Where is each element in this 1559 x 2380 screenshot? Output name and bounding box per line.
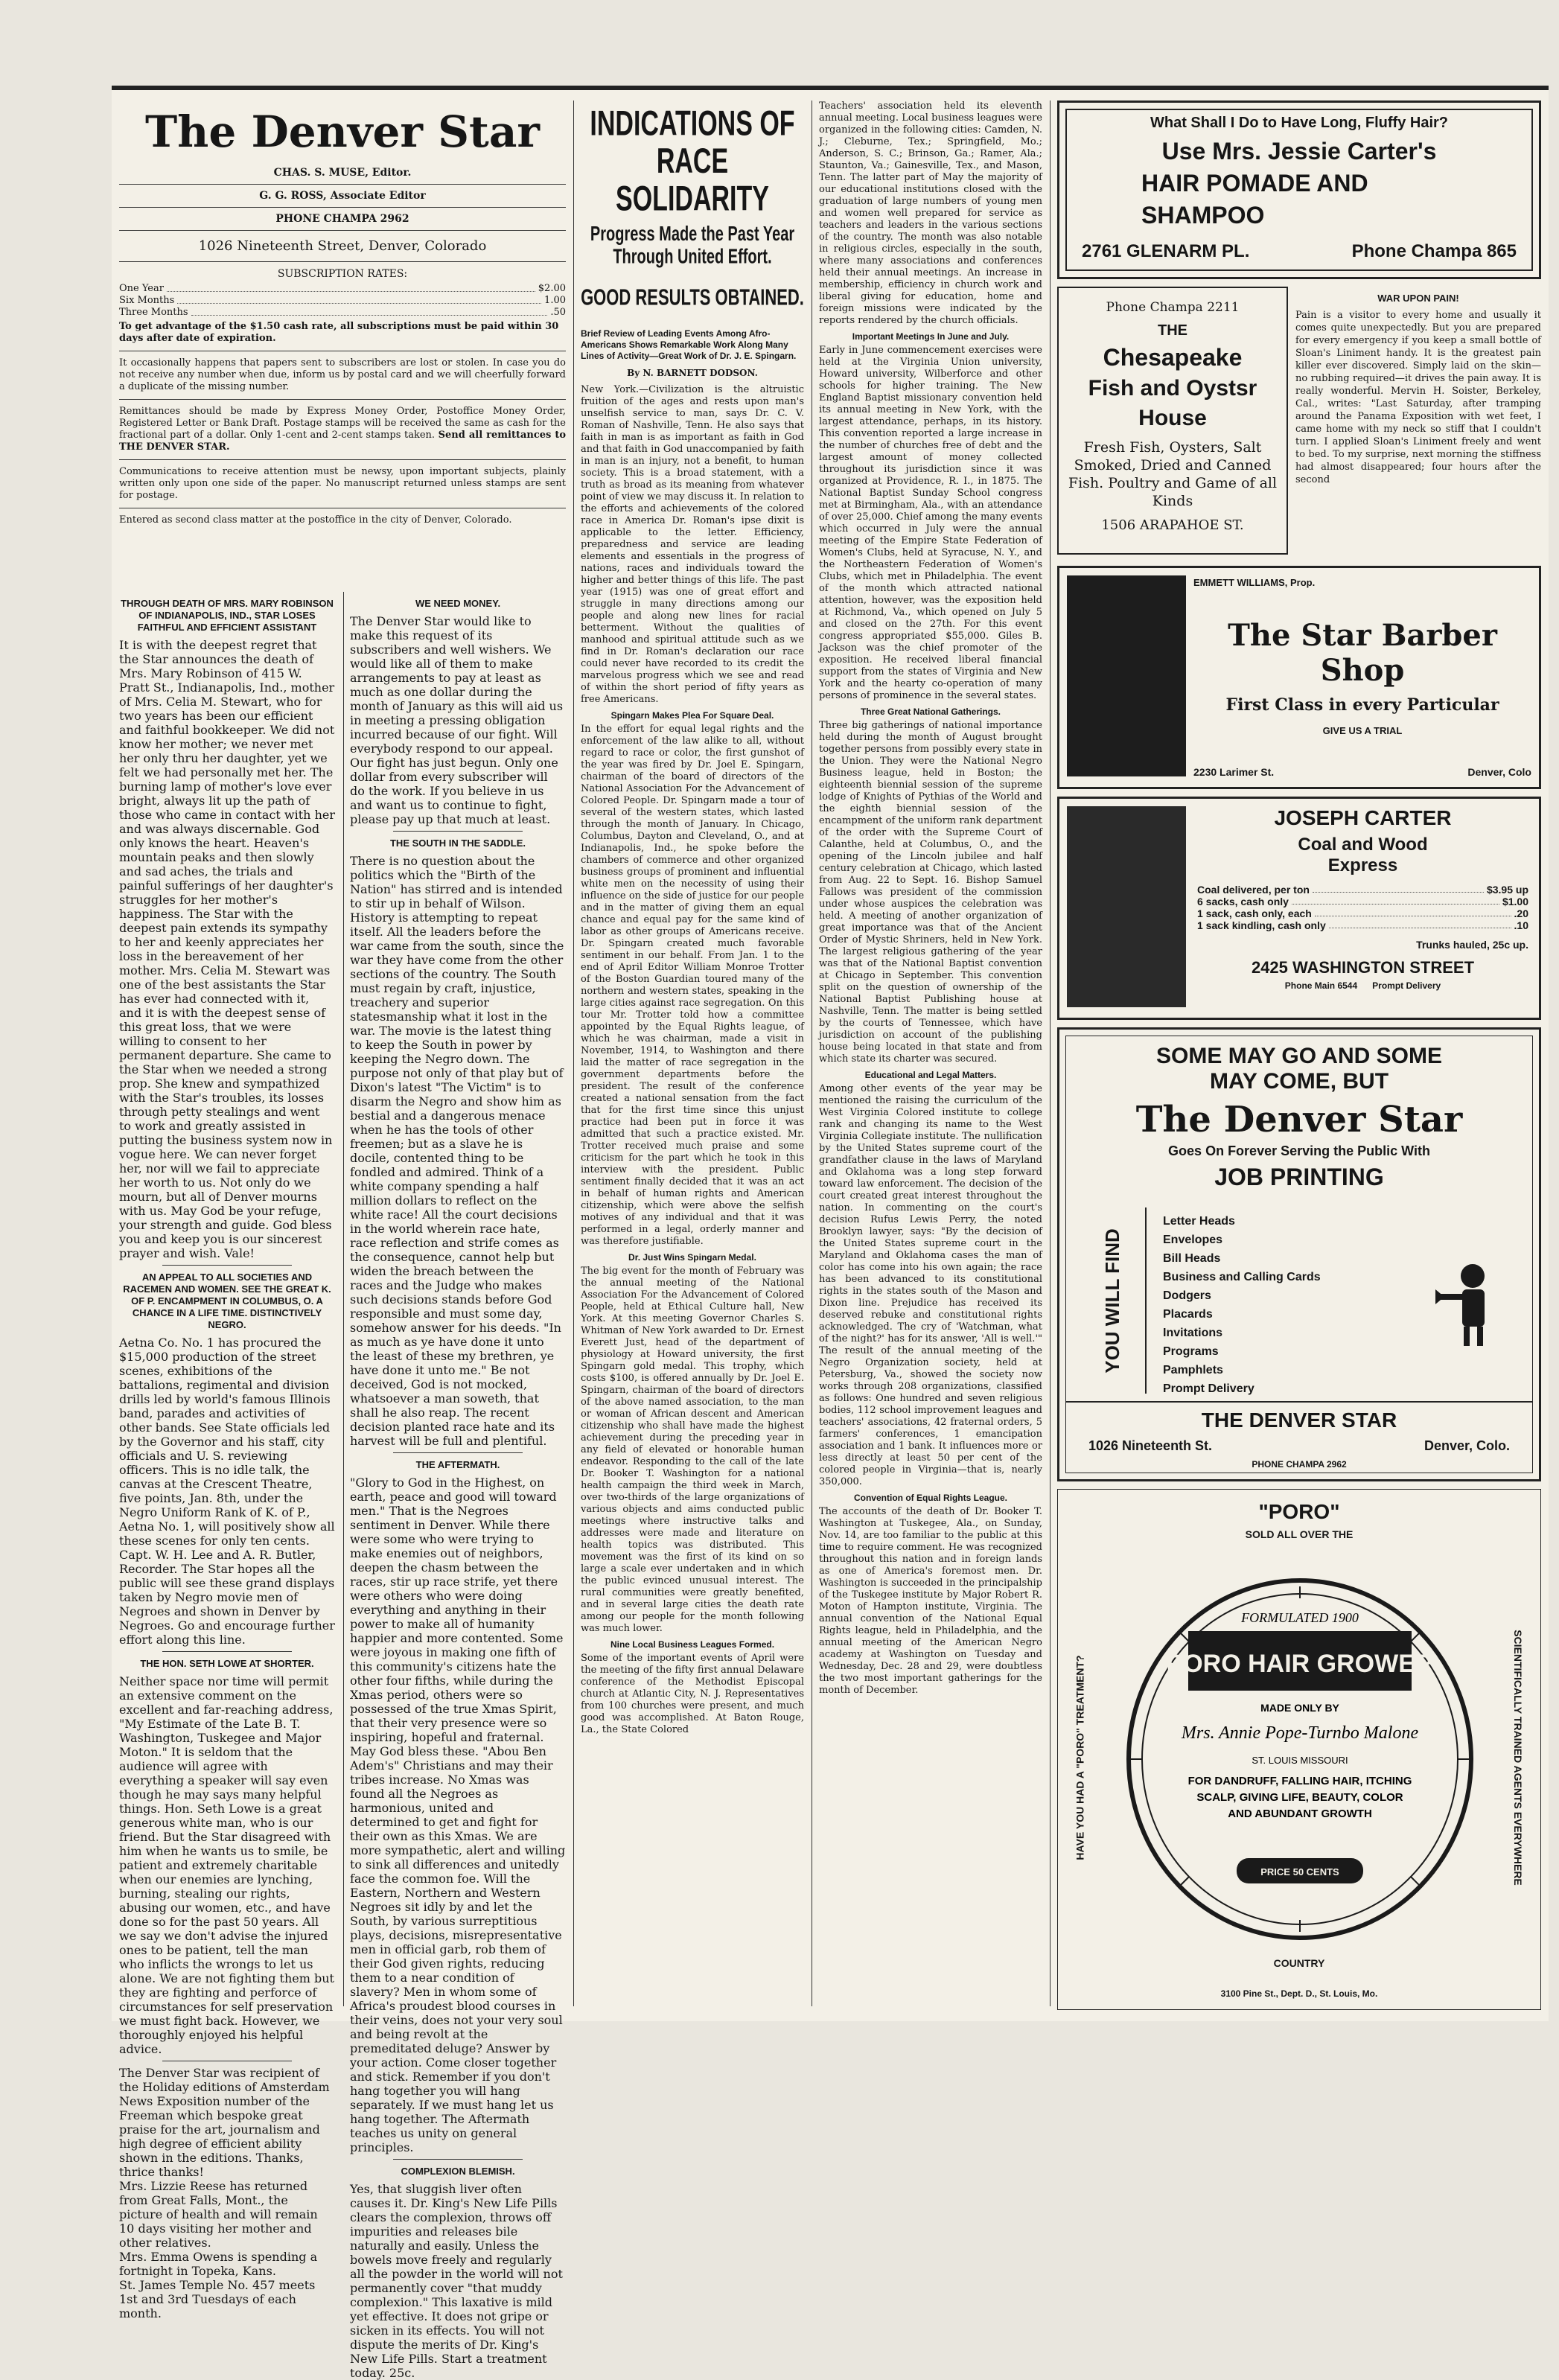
ad-coal-wood: JOSEPH CARTER Coal and Wood Express Coal delivered, per ton $3.95 up 6 sacks, cash only $1.00 1 sack, cash only, each .20 1 sack kindling, cash only .10 Trunks hauled, 25c up. 2425 WASHINGTON STREET Phone Main 6544 Prompt Delivery xyxy=(1057,797,1541,1020)
notice-remittances: Remittances should be made by Express Money Order, Postoffice Money Order, Registered Letter or Bank Draft. Postage stamps will be received the same as cash for the fractional part of a dollar. Only 1-cent and 2-cent stamps taken. Send all remittances to THE DENVER STAR. xyxy=(119,399,566,459)
jar-name: PORO HAIR GROWER xyxy=(1166,1650,1434,1678)
ad-job-printing: SOME MAY GO AND SOME MAY COME, BUT The Denver Star Goes On Forever Serving the Public With JOB PRINTING YOU WILL FIND Letter Heads Envelopes Bill Heads Business and Calling Cards Dodgers Placards Invitations Programs Pamphlets Prompt Delivery THE DENVER STAR 1026 Nineteenth St. Denver, Colo. PHONE CHAMPA 2962 xyxy=(1057,1027,1541,1481)
jar-line1: FOR DANDRUFF, FALLING HAIR, ITCHING xyxy=(1187,1775,1412,1787)
section-just-medal: Dr. Just Wins Spingarn Medal. xyxy=(628,1252,756,1263)
column-b xyxy=(350,592,566,2380)
ad-chesapeake: Phone Champa 2211 THE Chesapeake Fish and Oystsr House Fresh Fish, Oysters, Salt Smoked, Dried and Canned Fish. Poultry and Game of all Kinds 1506 ARAPAHOE ST. xyxy=(1057,287,1288,555)
jar-line3: AND ABUNDANT GROWTH xyxy=(1228,1808,1372,1820)
article-educational-legal: Among other events of the year may be mentioned the raising the curriculum of the West Virginia Colored institute to college rank and changing its name to the West Virginia Collegiate institute. The nullification by the United States supreme court of the grandfather clause in the laws of Maryland and Oklahoma was a long step forward toward law enforcement. The decision of the court created great interest throughout the nation. In commenting on the court's decision Rufus Lewis Perry, the noted Brooklyn lawyer, says: "By the decision of the United States supreme court in the Maryland and Oklahoma cases the man of color has come into his own again; the race has been advanced to its constitutional rights in the states south of the Mason and Dixon line. Prejudice has received its deserved rebuke and constitutional rights acknowledged. The cry of 'Watchman, what of the night?' has for its answer, 'All is well.'" The result of the annual meeting of the Negro Organization society, held at Petersburg, Va., showed the society now works through 208 organizations, classified as follows: One hundred and seven religious bodies, 112 school improvement leagues and teachers' associations, 42 fraternal orders, 5 farmers' conferences, 1 emancipation association and 1 bank. It influences more or less directly at least 50 per cent of the colored people in Virginia—that is, nearly 350,000. xyxy=(819,1083,1042,1487)
section-equal-rights: Convention of Equal Rights League. xyxy=(853,1493,1007,1503)
article-just-medal: The big event for the month of February was the annual meeting of the National Association For the Advancement of Colored People, held at Ethical Culture hall, New York. At this meeting Governor Charles S. Whitman of New York awarded to Dr. Ernest Everett Just, head of the department of physiology at Howard university, the first Spingarn gold medal. This trophy, which costs $100, is offered annually by Dr. Joel E. Spingarn, chairman of the board of directors of the above named association, to the man or woman of African descent and American citizenship who shall have made the highest achievement during the preceding year in any field of elevated or honorable human endeavor. Responding to the call of the late Dr. Booker T. Washington for a national health campaign the third week in March, over two-thirds of the large organizations of various objects and aims conducted public meetings where instructive talks and addresses were made and literature on health topics was distributed. This movement was the first of its kind on so large a scale ever undertaken and in which the public evinced unusual interest. The rural communities were greatly benefited, and in several large cities the death rate among our people for the month following was much lower. xyxy=(581,1266,804,1634)
column-d xyxy=(819,101,1042,2014)
printer-boy-icon xyxy=(1435,1260,1502,1349)
list-item: Programs xyxy=(1163,1345,1219,1358)
notice-entered: Entered as second class matter at the postoffice in the city of Denver, Colorado. xyxy=(119,508,566,532)
article-national-gatherings: Three big gatherings of national importance held during the month of August brought together persons from possibly every state in the Union. They were the National Negro Business league, held in Boston; the eighteenth biennial session of the supreme lodge of Knights of Pythias of the World and the eighth biennial session of the encampment of the uniform rank department of the order with the Supreme Court of Calanthe, held at Columbus, O., and the opening of the Lincoln jubilee and half century celebration at Chicago, which lasted from Aug. 22 to Sept. 16. Bishop Samuel Fallows was president of the commission under whose auspices the celebration was held. A meeting of another organization of great importance was that of the Ancient Order of Mystic Shriners, held in New York. The largest religious gathering of the year was that of the National Baptist convention at Chicago in September. This convention split on the question of ownership of the National Baptist Publishing house at Nashville, Tenn. The matter is being settled by the courts of Tennessee, which have jurisdiction on account of the publishing house being located in that state and from which state its charter was secured. xyxy=(819,720,1042,1065)
headline-robinson: THROUGH DEATH OF MRS. MARY ROBINSON OF INDIANAPOLIS, IND., STAR LOSES FAITHFUL AND EFFICIENT ASSISTANT xyxy=(121,598,334,633)
coal-photo xyxy=(1067,806,1186,1007)
address-line: 1026 Nineteenth Street, Denver, Colorado xyxy=(119,231,566,262)
list-item: Dodgers xyxy=(1163,1289,1211,1302)
notice-communications: Communications to receive attention must be newsy, upon important subjects, plainly written only upon one side of the paper. No manuscript returned unless stamps are sent for postage. xyxy=(119,459,566,508)
list-item: Placards xyxy=(1163,1308,1213,1321)
article-teachers: Teachers' association held its eleventh annual meeting. Local business leagues were organized in the following cities: Camden, N. J.; Cleburne, Tex.; Springfield, Mo.; Anderson, S. C.; Brinson, Ga.; Ramer, Ala.; Staunton, Va.; Gainesville, Tex., and Mason, Tenn. The latter part of May the majority of our educational institutions closed with the graduation of large numbers of young men and women well prepared for service as teachers and leaders in the various sections of the country. The month was also notable in religious circles, especially in the south, where many associations and conferences held their annual meetings. An increase in membership, efficiency in church work and liberal giving for education, home and foreign missions were indicated by the reports rendered by the church officials. xyxy=(819,101,1042,326)
paper-title: The Denver Star xyxy=(145,106,540,157)
list-item: Business and Calling Cards xyxy=(1163,1271,1321,1283)
headline-seth-lowe: THE HON. SETH LOWE AT SHORTER. xyxy=(140,1658,314,1669)
article-temple: St. James Temple No. 457 meets 1st and 3rd Tuesdays of each month. xyxy=(119,2278,316,2320)
list-item: Bill Heads xyxy=(1163,1252,1221,1265)
jar-city: ST. LOUIS MISSOURI xyxy=(1252,1755,1348,1766)
jar-maker: Mrs. Annie Pope-Turnbo Malone xyxy=(1181,1723,1419,1743)
section-business-leagues: Nine Local Business Leagues Formed. xyxy=(610,1639,775,1650)
article-robinson: It is with the deepest regret that the Star announces the death of Mrs. Mary Robinson of 415 W. Pratt St., Indianapolis, Ind., mother of Mrs. Celia M. Stewart, who for two years has been our efficient and faithful bookkeeper. We did not know her mother; we never met her only thru her daughter, yet we felt we had personally met her. The burning lamp of mother's love ever bright, always lit up the path of those who came in contact with her and was always discernable. God only knows the heart. Heaven's mountain peaks and then slowly and sad aches, the trials and painful sufferings of her daughter's struggles for her mother's happiness. The Star with the deepest pain extends its sympathy to her and keenly appreciates her loss in the bereavement of her mother. Mrs. Celia M. Stewart was one of the best assistants the Star has ever had connected with it, and it is with the deepest sense of this great loss, that we were willing to consent to her permanent departure. She came to the Star when we needed a strong prop. She knew and sympathized with the Star's troubles, its losses through petty stealings and went to work and greatly assisted in putting the business system now in vogue here. We can never forget her, nor will we fail to appreciate her worth to us. Not only do we mourn, but all of Denver mourns with us. May God be your refuge, your strength and guide. God bless you and keep you is our sincerest prayer and wish. Vale! xyxy=(119,638,335,1260)
article-appeal: Aetna Co. No. 1 has procured the $15,000 production of the street scenes, exhibitions of the battalions, regimental and division drills led by world's famous Illinois band, parades and activities of other bands. See State officials led by the Governor and his staff, city officials and U. S. reviewing officers. This is no idle talk, the canvas at the Crescent Theatre, five points, Jan. 8th, under the Negro Uniform Rank of K. of P., Aetna No. 1, will positively show all these scenes for only ten cents. Capt. W. H. Lee and A. R. Butler, Recorder. The Star hopes all the public will see these grand displays taken by Negro movie men of Negroes and shown in Denver by Negroes. Go and encourage further effort along this line. xyxy=(119,1336,335,1647)
article-south-saddle: There is no question about the politics which the "Birth of the Nation" has stirred and is intended to stir up in behalf of Wilson. History is attempting to repeat itself. All the leaders before the war came from the south, since the war they have come from the other sections of the country. The South must regain by craft, injustice, treachery and superior statesmanship what it lost in the war. The movie is the latest thing to keep the South in power by keeping the Negro down. The purpose not only of that play but of Dixon's latest "The Victim" is to disarm the Negro and show him as bestial and a dangerous menace when he has the tools of other freemen; but as a slave he is docile, contented thing to be fondled and admired. Think of a white company spending a half million dollars to reflect on the white race! All the court decisions in the world wherein race hate, race reflection and strife comes as the consequence, cannot help but widen the breach between the races and the Judge who makes such decisions stands before God responsible and must some day, somehow answer for his deeds. "In as much as ye have done it unto the least of these my brethren, ye have done it unto me." Be not deceived, God is not mocked, whatsoever a man soweth, that shall he also reap. The recent decision planted race hate and its harvest will be full and plentiful. xyxy=(350,854,564,1448)
rates-heading: SUBSCRIPTION RATES: xyxy=(277,268,408,280)
headline-complexion: COMPLEXION BLEMISH. xyxy=(401,2166,515,2177)
article-intro: New York.—Civilization is the altruistic fruition of the ages and rests upon man's unselfish service to man, says Dr. C. V. Roman of Nashville, Tenn. He also says that faith in man is as important as faith in God and that faith in God unaccompanied by faith in man is an injury, not a benefit, to human society. This is a broad statement, with a truth as broad as its meaning from whatever point of view we may discuss it. In relation to the efforts and achievements of the colored race in America Dr. Roman's ipse dixit is applicable to the letter. Efficiency, preparedness and service are leading elements and essentials in the progress of nations, races and individuals toward the higher and better things of this life. The past year (1915) was one of great effort and struggle in many directions among our people and along new lines for racial betterment. Without the qualities of manhood and spiritual attitude such as we find in Dr. Roman's declaration our race could never have recorded to its credit the marvelous progress which we see and read of within the short period of fifty years as free Americans. xyxy=(581,384,804,705)
article-holiday-editions: The Denver Star was recipient of the Holiday editions of Amsterdam News Exposition number of the Freeman which bespoke great praise for the art, journalism and high degree of efficient ability shown in the editions. Thanks, thrice thanks! xyxy=(119,2066,330,2179)
article-june-july: Early in June commencement exercises were held at the Virginia Union university, Howard university, Wilberforce and other schools for higher training. The New England Baptist missionary convention held its annual meeting in New York, with the largest attendance, perhaps, in its history. This convention reported a large increase in the number of churches free of debt and the largest amount of money collected throughout its jurisdiction since it was organized at Providence, R. I., in 1875. The National Baptist Sunday School congress met at Birmingham, Ala., with an attendance of over 25,000. Chief among the many events which occurred in July were the annual meeting of the Empire State Federation of Women's Clubs, held at Syracuse, N. Y., and the Northeastern Federation of Women's Clubs, which met in Philadelphia. The event of the month which attracted national attention, however, was the exposition held at Richmond, Va., which opened on July 5 and closed on the 27th. For this event congress appropriated $55,000. Giles B. Jackson was the chief promoter of the exposition. He received liberal financial support from the states of Virginia and New York and the hearty co-operation of many persons of prominence in the several states. xyxy=(819,345,1042,701)
you-will-find-label: YOU WILL FIND xyxy=(1100,1228,1123,1374)
poro-jar-icon xyxy=(1118,1564,1482,1951)
associate-line: G. G. ROSS, Associate Editor xyxy=(119,185,566,208)
phone-line: PHONE CHAMPA 2962 xyxy=(119,208,566,231)
headline-race-solidarity: INDICATIONS OF RACE SOLIDARITY xyxy=(590,103,795,219)
article-need-money: The Denver Star would like to make this request of its subscribers and well wishers. We would like all of them to make arrangements to pay at least as much as one dollar during the month of January as this will aid us in meeting a pressing obligation incurred because of our fight. Will everybody respond to our appeal. Our fight has just begun. Only one dollar from every subscriber will do the work. If you believe in us and want us to continue to fight, please pay up that much at least. xyxy=(350,614,564,826)
subhead-good-results: GOOD RESULTS OBTAINED. xyxy=(581,284,804,310)
job-items-list xyxy=(1163,1212,1321,1398)
ad-war-upon-pain: WAR UPON PAIN! Pain is a visitor to every home and usually it comes quite unexpectedly. But you are prepared for every emergency if you keep a small bottle of Sloan's Liniment handy. It is the greatest pain killer ever discovered. Simply laid on the skin—no rubbing required—it drives the pain away. It is really wonderful. Mervin H. Soister, Berkeley, Cal., writes: "Last Saturday, after tramping around the Panama Exposition with wet feet, I came home with my neck so stiff that I couldn't turn. I applied Sloan's Liniment freely and went to bed. To my surprise, next morning the stiffness had almost disappeared; four hours after the second xyxy=(1295,293,1541,485)
barber-photo xyxy=(1067,575,1186,776)
jar-formulated: FORMULATED 1900 xyxy=(1241,1610,1359,1625)
editor-line: CHAS. S. MUSE, Editor. xyxy=(119,162,566,185)
article-seth-lowe: Neither space nor time will permit an extensive comment on the excellent and far-reaching address, "My Estimate of the Late B. T. Washington, Tuskegee and Major Moton." It is seldom that the audience will agree with everything a speaker will say even though he may says many helpful things. Hon. Seth Lowe is a great generous white man, who is our friend. But the Star disagreed with him when he wants us to smile, be patient and extremely charitable when our enemies are lynching, burning, stealing our rights, abusing our women, etc., and have done so for the past 50 years. All we say we don't advise the injured ones to be patient, tell the man who inflicts the wrongs to let us alone. We are not fighting them but they are fighting and perforce of circumstances for self preservation we must fight back. However, we thoroughly enjoyed his helpful advice. xyxy=(119,1674,334,2056)
list-item: Envelopes xyxy=(1163,1234,1223,1246)
article-aftermath: "Glory to God in the Highest, on earth, peace and good will toward men." That is the Negroes sentiment in Denver. While there were some who were trying to make enemies out of neighbors, deepen the chasm between the races, stir up race strife, yet there were others who were doing everything and anything in their power to make all of humanity happier and more contented. Some were joyous in making one fifth of this community's citizens hate the other four fifths, while during the Xmas period, others were so possessed of the true Xmas Spirit, that their very presence were so inspiring, hopeful and fraternal. May God bless these. "Abou Ben Adem's" Christians and may their tribes increase. No Xmas was found all the Negroes as harmonious, united and determined to get and fight for their own as this Xmas. We are more sympathetic, alert and willing to sink all differences and unitedly face the common foe. Will the Eastern, Northern and Western Negroes sit idly by and let the South, by various surreptitious plays, decisions, misrepresentative men in official garb, rob them of their God given rights, reducing them to a near condition of slavery? Men in whom some of Africa's proudest blood courses in their veins, does not your very soul and being revolt at the premeditated deluge? Answer by your action. Come closer together and stick. Remember if you don't hang together you will hang separately. If we must hang let us hang together. The Aftermath teaches us unity on general principles. xyxy=(350,1475,566,2154)
article-spingarn: In the effort for equal legal rights and the enforcement of the law alike to all, without regard to race or color, the first gunshot of the year was fired by Dr. Joel E. Spingarn, chairman of the board of directors of the National Association For the Advancement of Colored People. Dr. Spingarn made a tour of several of the western states, which lasted through the month of January. In Chicago, Columbus, Dayton and Cleveland, O., and at Indianapolis, Ind., he spoke before the chambers of commerce and other organized business groups of prominent and influential white men on the necessity of using their influence on the side of justice for our people and in the matter of giving them an equal chance and equal pay for the same kind of labor as other groups of Americans receive. Dr. Spingarn created much favorable sentiment in our behalf. From Jan. 1 to the end of April Editor William Monroe Trotter of the Boston Guardian toured many of the northern and western states, speaking in the large cities against race segregation. On this tour Mr. Trotter told how a committee appointed by the Equal Rights league, of which he was chairman, made a visit in November, 1914, to Washington and there laid the matter of race segregation in the government departments before the president. The result of the conference created a national sensation from the fact that for the first time since this unjust practice had been put in force it was admitted that such a practice existed. Mr. Trotter received much praise and some criticism for the part which he took in this interview with the president. Public sentiment finally decided that it was an act in behalf of human rights and American citizenship, which were above the selfish motives of any individual and that it was performed in a legal, orderly manner and was therefore justifiable. xyxy=(581,724,804,1247)
masthead xyxy=(119,101,566,584)
list-item: Letter Heads xyxy=(1163,1215,1235,1228)
section-national-gatherings: Three Great National Gatherings. xyxy=(860,706,1001,717)
headline-need-money: WE NEED MONEY. xyxy=(415,598,501,609)
jar-price: PRICE 50 CENTS xyxy=(1260,1866,1339,1877)
list-item: Pamphlets xyxy=(1163,1364,1223,1376)
jar-made: MADE ONLY BY xyxy=(1260,1702,1339,1714)
ad-poro: "PORO" SOLD ALL OVER THE HAVE YOU HAD A "PORO" TREATMENT? SCIENTIFICALLY TRAINED AGENTS EVERYWHERE FORMULATED 1900 PORO HAIR GROWER MADE ONLY BY Mrs. Annie Pope-Turnbo Malone ST. LOUIS MISSOURI FOR DANDRUFF, FALLING HAIR, ITCHING SCALP, GIVING LIFE, BEAUTY, COLOR AND ABUNDANT GROWTH PRICE 50 CENTS COUNTRY 3100 Pine St., Dept. D., St. Louis, Mo. xyxy=(1057,1489,1541,2010)
article-business-leagues: Some of the important events of April were the meeting of the fifty first annual Delaware conference of the Methodist Episcopal church at Atlantic City, N. J. Representatives from 100 churches were present, and much good was accomplished. At Baton Rouge, La., the State Colored xyxy=(581,1653,804,1735)
article-deck: Brief Review of Leading Events Among Afro-Americans Shows Remarkable Work Along Many Lines of Activity—Great Work of Dr. J. E. Spingarn. xyxy=(581,328,797,361)
rate-row: One Year $2.00 xyxy=(119,283,566,294)
section-educational-legal: Educational and Legal Matters. xyxy=(864,1070,997,1080)
rate-row: Three Months .50 xyxy=(119,307,566,318)
poro-left-text: HAVE YOU HAD A "PORO" TREATMENT? xyxy=(1074,1655,1087,1860)
list-item: Prompt Delivery xyxy=(1163,1382,1254,1395)
ad-barber-shop: EMMETT WILLIAMS, Prop. The Star Barber Shop First Class in every Particular GIVE US A TRIAL 2230 Larimer St. Denver, Colo xyxy=(1057,566,1541,789)
poro-right-text: SCIENTIFICALLY TRAINED AGENTS EVERYWHERE xyxy=(1512,1630,1524,1886)
article-reese: Mrs. Lizzie Reese has returned from Great Falls, Mont., the picture of health and will remain 10 days visiting her mother and other relatives. xyxy=(119,2179,318,2250)
column-a xyxy=(119,592,335,2320)
article-equal-rights: The accounts of the death of Dr. Booker T. Washington at Tuskegee, Ala., on Sunday, Nov. 14, are too familiar to the public at this time to require comment. He was recognized throughout this nation and in foreign lands as one of America's foremost men. Dr. Washington is succeeded in the principalship of the Tuskegee institute by Major Robert R. Moton of Hampton institute, Virginia. The annual convention of the National Equal Rights league, held in Philadelphia, and the annual meeting of the American Negro academy at Washington on Tuesday and Wednesday, Dec. 28 and 29, were doubtless the two most important gatherings for the month of December. xyxy=(819,1506,1042,1696)
section-spingarn: Spingarn Makes Plea For Square Deal. xyxy=(610,710,774,721)
notice-lost-papers: It occasionally happens that papers sent to subscribers are lost or stolen. In case you do not receive any number when due, inform us by postal card and we will cheerfully forward a duplicate of the missing number. xyxy=(119,351,566,399)
rates-note: To get advantage of the $1.50 cash rate, all subscriptions must be paid within 30 days after date of expiration. xyxy=(119,321,559,344)
column-c xyxy=(581,101,804,2014)
headline-appeal: AN APPEAL TO ALL SOCIETIES AND RACEMEN AND WOMEN. SEE THE GREAT K. OF P. ENCAMPMENT IN COLUMBUS, O. A CHANCE IN A LIFE TIME. DISTINCTIVELY NEGRO. xyxy=(123,1272,331,1330)
list-item: Invitations xyxy=(1163,1327,1223,1339)
jar-line2: SCALP, GIVING LIFE, BEAUTY, COLOR xyxy=(1196,1791,1403,1804)
subhead-progress: Progress Made the Past Year Through United Effort. xyxy=(590,223,795,269)
section-june-july: Important Meetings In June and July. xyxy=(852,331,1010,342)
headline-aftermath: THE AFTERMATH. xyxy=(415,1459,500,1470)
byline: By N. BARNETT DODSON. xyxy=(627,368,758,378)
article-owens: Mrs. Emma Owens is spending a fortnight in Topeka, Kans. xyxy=(119,2250,318,2278)
headline-south-saddle: THE SOUTH IN THE SADDLE. xyxy=(389,838,526,849)
top-rule xyxy=(112,86,1549,90)
article-complexion: Yes, that sluggish liver often causes it. Dr. King's New Life Pills clears the complexion, throws off impurities and releases bile naturally and easily. Unless the bowels move freely and regularly all the powder in the world will not permanently cover "that muddy complexion." This laxative is mild yet effective. It does not gripe or sicken in its effects. You will not dispute the merits of Dr. King's New Life Pills. Start a treatment today. 25c. xyxy=(350,2182,563,2380)
rate-row: Six Months 1.00 xyxy=(119,295,566,306)
newspaper-page xyxy=(112,86,1549,2380)
ad-hair-pomade: What Shall I Do to Have Long, Fluffy Hair? Use Mrs. Jessie Carter's HAIR POMADE AND SHAMPOO 2761 GLENARM PL. Phone Champa 865 xyxy=(1057,101,1541,279)
